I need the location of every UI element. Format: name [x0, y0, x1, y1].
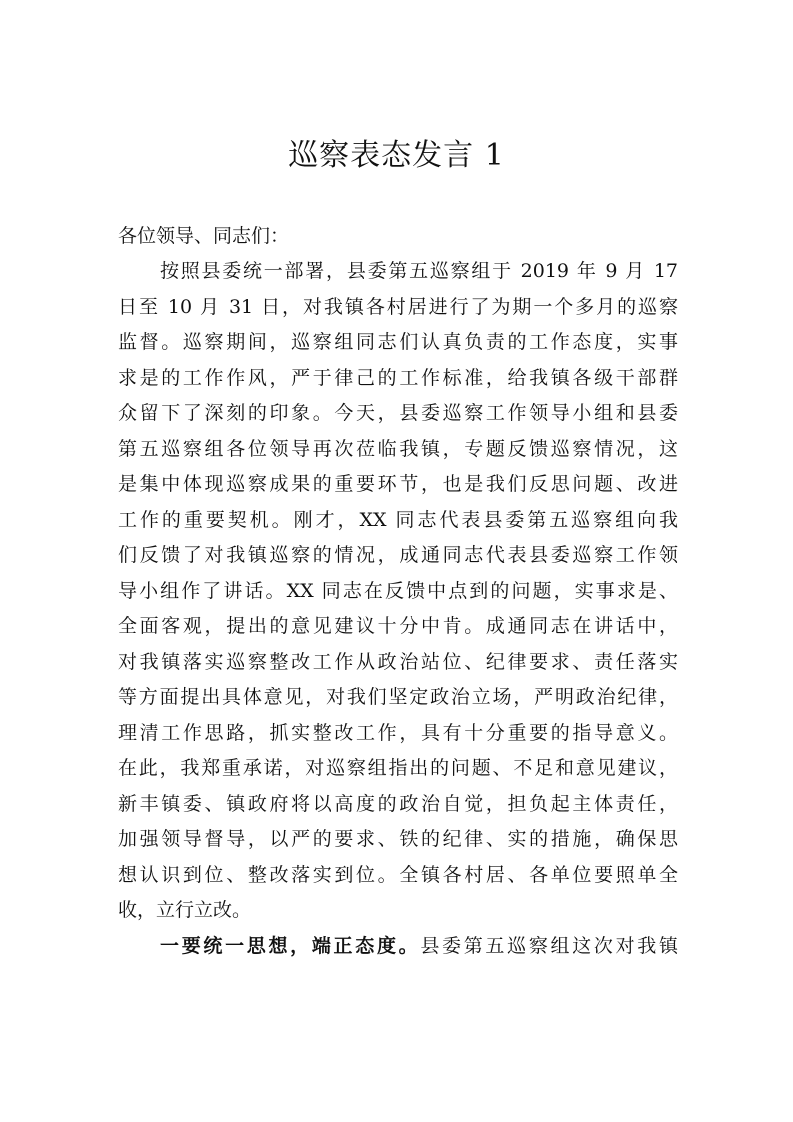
paragraph-line: 监督。巡察期间，巡察组同志们认真负责的工作态度，实事	[118, 331, 678, 353]
paragraph-bold-lead: 一要统一思想，端正态度。	[160, 935, 421, 957]
paragraph-line: 导小组作了讲话。XX 同志在反馈中点到的问题，实事求是、	[118, 580, 678, 602]
paragraph-line: 收，立行立改。	[118, 899, 252, 921]
document-title: 巡察表态发言 1	[288, 138, 505, 173]
paragraph-2	[160, 934, 678, 958]
paragraph-line: 众留下了深刻的印象。今天，县委巡察工作领导小组和县委	[118, 402, 678, 424]
paragraph-line: 理清工作思路，抓实整改工作，具有十分重要的指导意义。	[118, 722, 678, 744]
paragraph-line: 等方面提出具体意见，对我们坚定政治立场，严明政治纪律，	[118, 686, 678, 708]
paragraph-line: 求是的工作作风，严于律己的工作标准，给我镇各级干部群	[118, 367, 678, 389]
paragraph-line: 第五巡察组各位领导再次莅临我镇，专题反馈巡察情况，这	[118, 438, 678, 460]
paragraph-line: 加强领导督导，以严的要求、铁的纪律、实的措施，确保思	[118, 828, 678, 850]
paragraph-line: 对我镇落实巡察整改工作从政治站位、纪律要求、责任落实	[118, 651, 678, 673]
salutation: 各位领导、同志们：	[118, 225, 290, 247]
paragraph-line: 工作的重要契机。刚才，XX 同志代表县委第五巡察组向我	[118, 509, 678, 531]
paragraph-line: 在此，我郑重承诺，对巡察组指出的问题、不足和意见建议，	[118, 757, 678, 779]
paragraph-line: 全面客观，提出的意见建议十分中肯。成通同志在讲话中，	[118, 615, 678, 637]
paragraph-line: 新丰镇委、镇政府将以高度的政治自觉，担负起主体责任，	[118, 793, 678, 815]
paragraph-line: 日至 10 月 31 日，对我镇各村居进行了为期一个多月的巡察	[118, 296, 678, 318]
paragraph-line: 是集中体现巡察成果的重要环节，也是我们反思问题、改进	[118, 473, 678, 495]
paragraph-line: 想认识到位、整改落实到位。全镇各村居、各单位要照单全	[118, 864, 678, 886]
paragraph-text: 县委第五巡察组这次对我镇	[420, 935, 678, 957]
paragraph-line: 按照县委统一部署，县委第五巡察组于 2019 年 9 月 17	[160, 260, 678, 282]
paragraph-line: 们反馈了对我镇巡察的情况，成通同志代表县委巡察工作领	[118, 544, 678, 566]
